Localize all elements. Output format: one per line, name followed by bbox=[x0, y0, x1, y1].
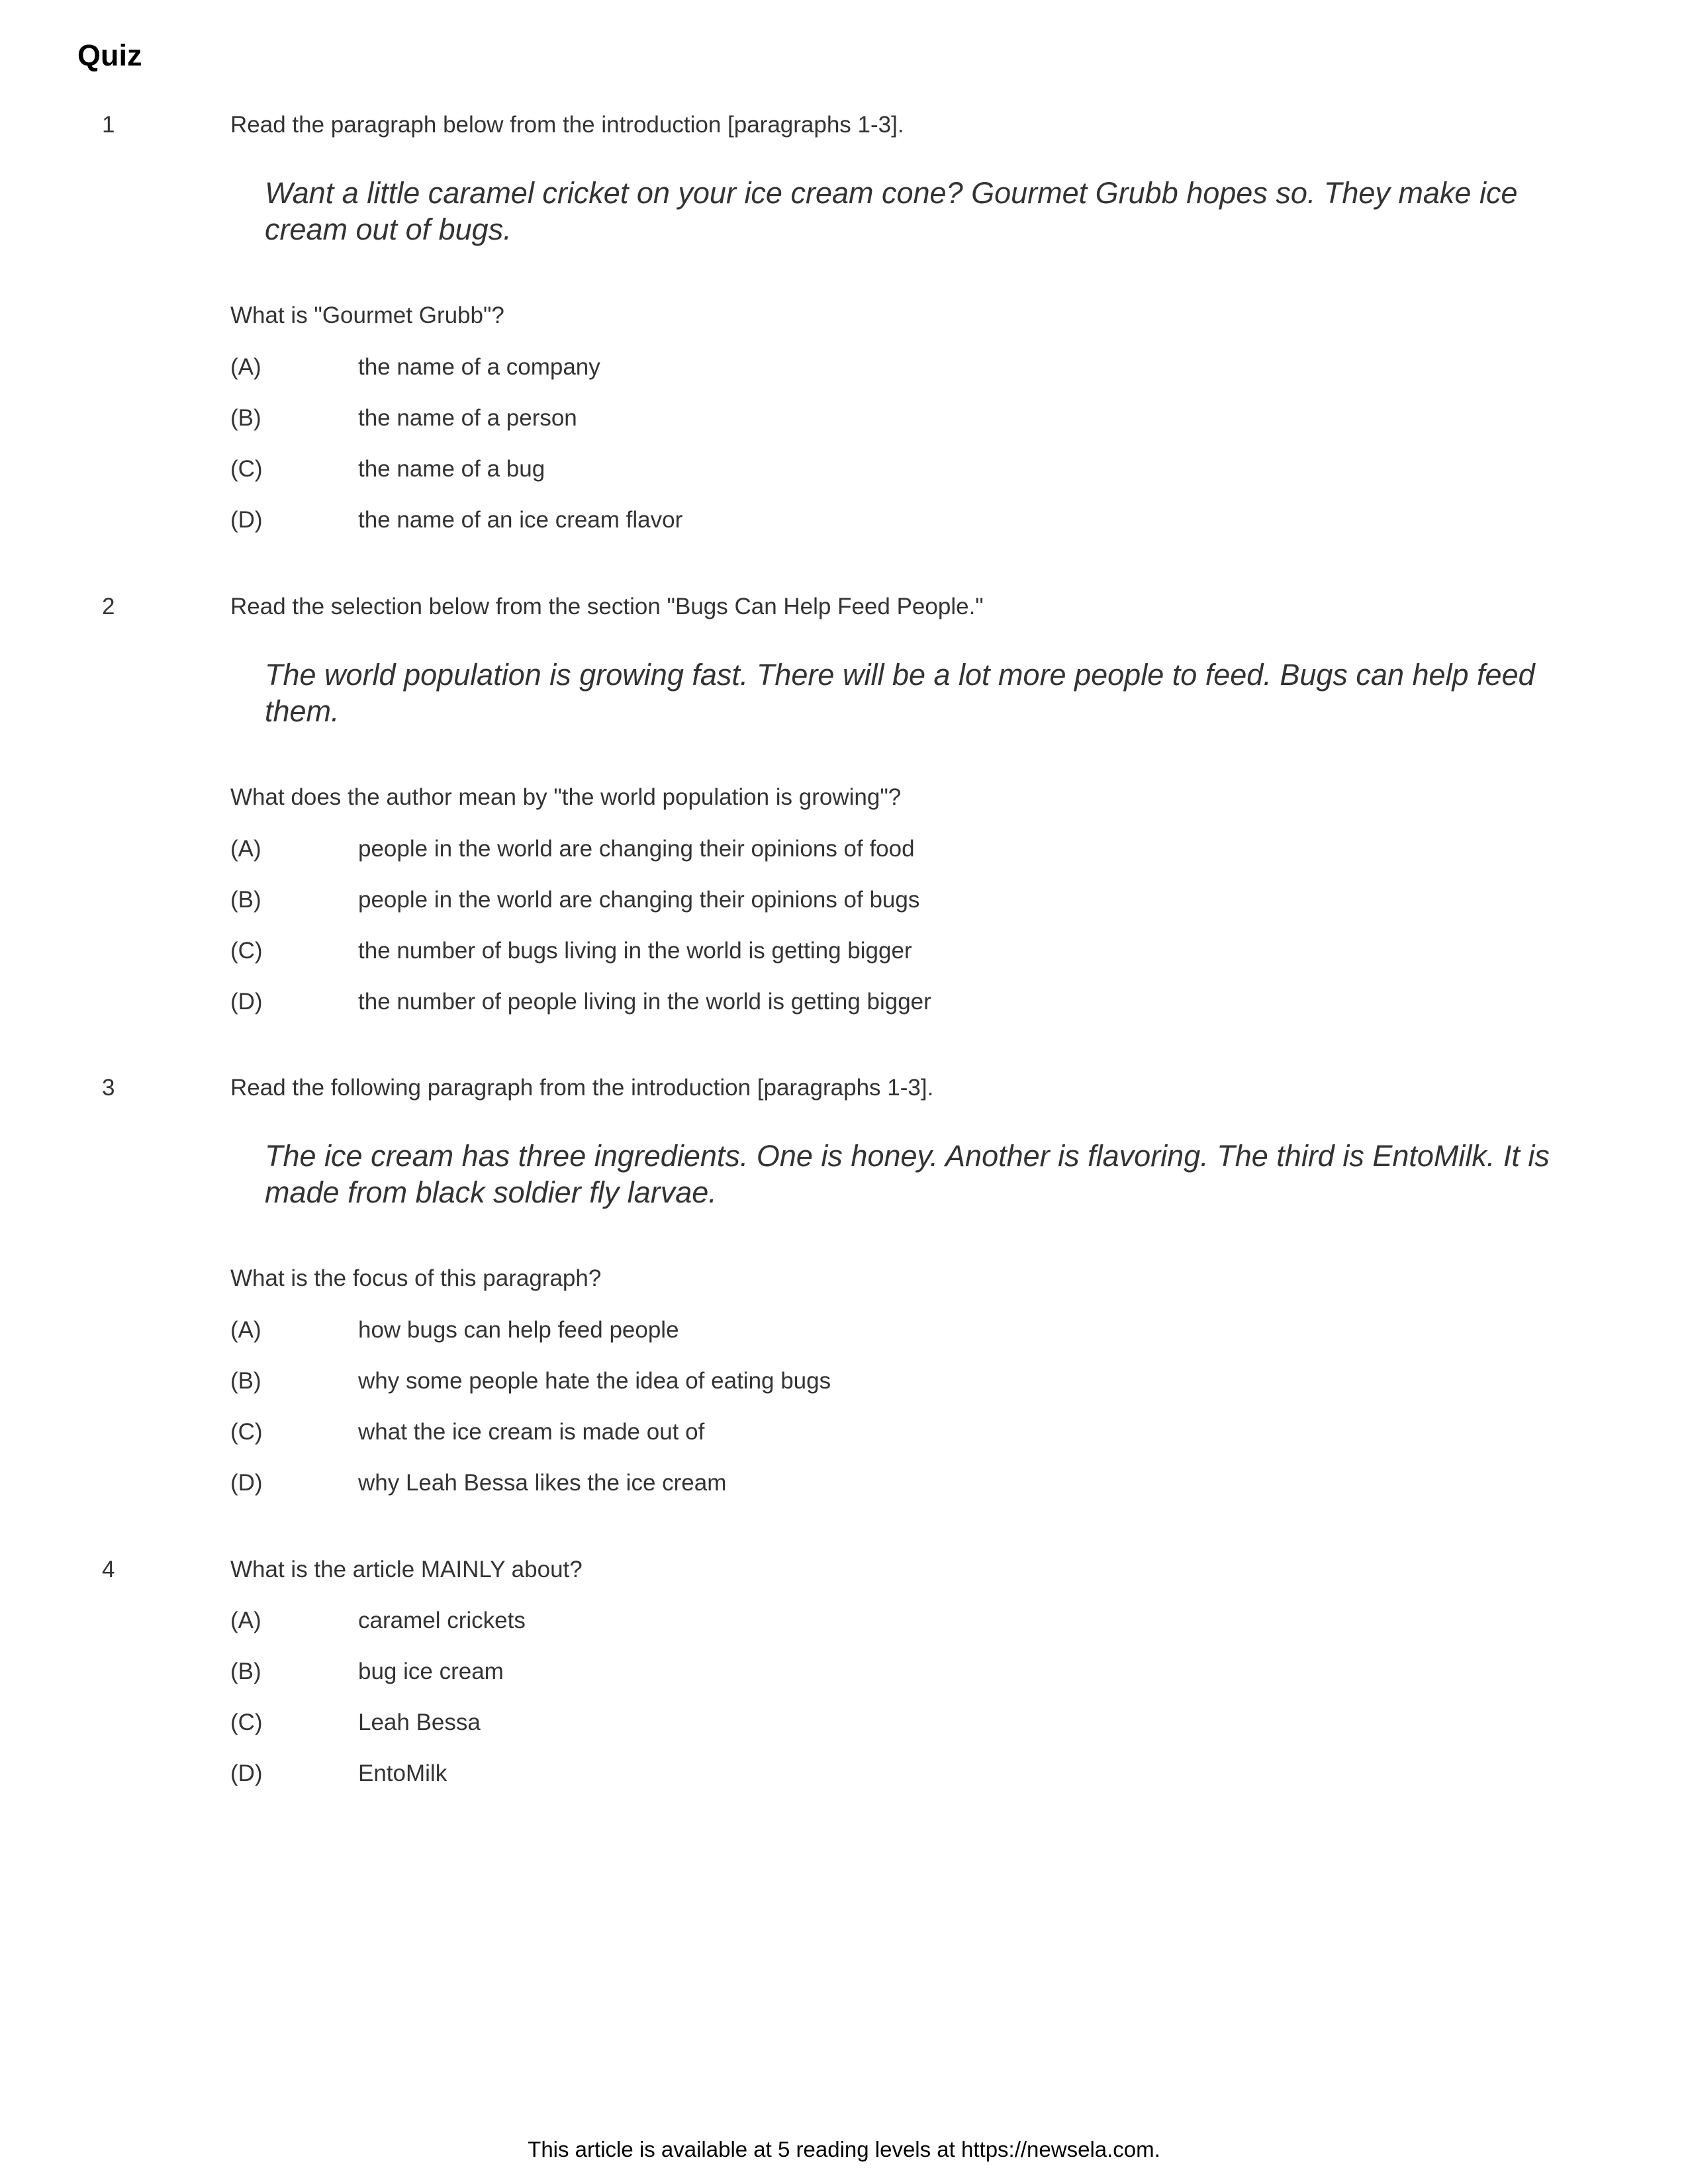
option-text: the name of a person bbox=[358, 405, 577, 431]
question-prompt: Read the following paragraph from the introduction [paragraphs 1-3]. bbox=[230, 1075, 934, 1101]
option-a[interactable] bbox=[230, 1316, 1554, 1344]
option-c[interactable] bbox=[230, 1418, 1554, 1446]
option-d[interactable] bbox=[230, 1469, 1554, 1497]
option-letter: (C) bbox=[230, 1419, 263, 1445]
option-letter: (D) bbox=[230, 1470, 263, 1496]
question-prompt: What is the article MAINLY about? bbox=[230, 1557, 583, 1582]
option-letter: (B) bbox=[230, 887, 261, 913]
question-quote: The ice cream has three ingredients. One is honey. Another is flavoring. The third is EntoMilk. It is made from black soldier fly larvae. bbox=[265, 1139, 1550, 1209]
option-text: why some people hate the idea of eating bugs bbox=[358, 1368, 831, 1394]
question-stem: What is the focus of this paragraph? bbox=[230, 1265, 602, 1291]
option-text: how bugs can help feed people bbox=[358, 1317, 679, 1343]
option-text: bug ice cream bbox=[358, 1659, 504, 1684]
option-text: EntoMilk bbox=[358, 1760, 447, 1786]
question-prompt: Read the paragraph below from the introduction [paragraphs 1-3]. bbox=[230, 112, 904, 138]
option-text: why Leah Bessa likes the ice cream bbox=[358, 1470, 727, 1496]
question-quote: The world population is growing fast. There will be a lot more people to feed. Bugs can help feed them. bbox=[265, 658, 1535, 728]
option-letter: (B) bbox=[230, 1659, 261, 1684]
option-letter: (B) bbox=[230, 1368, 261, 1394]
option-letter: (A) bbox=[230, 1608, 261, 1633]
option-text: the name of an ice cream flavor bbox=[358, 507, 683, 533]
option-text: the name of a bug bbox=[358, 456, 545, 482]
option-a[interactable] bbox=[230, 1607, 1554, 1635]
option-c[interactable] bbox=[230, 937, 1554, 965]
option-text: people in the world are changing their opinions of food bbox=[358, 836, 915, 862]
option-d[interactable] bbox=[230, 988, 1554, 1016]
option-letter: (A) bbox=[230, 836, 261, 862]
option-letter: (C) bbox=[230, 456, 263, 482]
option-text: people in the world are changing their opinions of bugs bbox=[358, 887, 920, 913]
option-letter: (D) bbox=[230, 1760, 263, 1786]
option-b[interactable] bbox=[230, 1658, 1554, 1686]
question-number: 2 bbox=[102, 594, 115, 619]
option-letter: (C) bbox=[230, 938, 263, 964]
footer-note: This article is available at 5 reading levels at https://newsela.com. bbox=[528, 2137, 1160, 2161]
option-b[interactable] bbox=[230, 886, 1554, 914]
option-d[interactable] bbox=[230, 1760, 1554, 1788]
question-prompt: Read the selection below from the section "Bugs Can Help Feed People." bbox=[230, 594, 984, 619]
option-letter: (D) bbox=[230, 507, 263, 533]
option-c[interactable] bbox=[230, 455, 1554, 483]
option-c[interactable] bbox=[230, 1709, 1554, 1737]
question-stem: What does the author mean by "the world population is growing"? bbox=[230, 784, 902, 810]
question-quote: Want a little caramel cricket on your ice cream cone? Gourmet Grubb hopes so. They make ice cream out of bugs. bbox=[265, 176, 1518, 246]
option-text: the number of bugs living in the world is getting bigger bbox=[358, 938, 912, 964]
page-title: Quiz bbox=[77, 38, 142, 72]
option-letter: (A) bbox=[230, 1317, 261, 1343]
option-text: Leah Bessa bbox=[358, 1709, 481, 1735]
option-letter: (A) bbox=[230, 354, 261, 380]
option-text: what the ice cream is made out of bbox=[358, 1419, 705, 1445]
option-text: caramel crickets bbox=[358, 1608, 526, 1633]
question-number: 4 bbox=[102, 1557, 115, 1582]
option-a[interactable] bbox=[230, 353, 1554, 381]
option-text: the name of a company bbox=[358, 354, 600, 380]
option-a[interactable] bbox=[230, 835, 1554, 863]
option-b[interactable] bbox=[230, 404, 1554, 432]
option-letter: (B) bbox=[230, 405, 261, 431]
option-text: the number of people living in the world is getting bigger bbox=[358, 989, 931, 1015]
option-b[interactable] bbox=[230, 1367, 1554, 1395]
option-letter: (C) bbox=[230, 1709, 263, 1735]
option-letter: (D) bbox=[230, 989, 263, 1015]
question-stem: What is "Gourmet Grubb"? bbox=[230, 302, 504, 328]
question-number: 1 bbox=[102, 112, 115, 138]
question-number: 3 bbox=[102, 1075, 115, 1101]
option-d[interactable] bbox=[230, 506, 1554, 534]
